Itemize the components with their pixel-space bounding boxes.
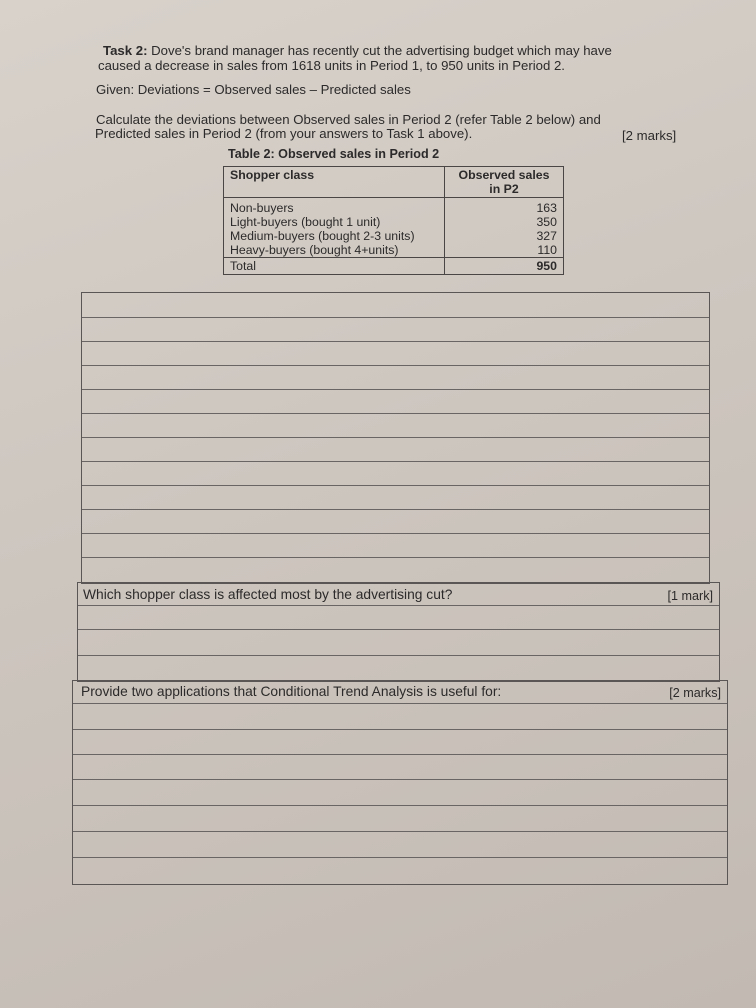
- calculate-instruction-line2: Predicted sales in Period 2 (from your answers to Task 1 above).: [95, 126, 473, 141]
- calculate-marks: [2 marks]: [622, 128, 677, 143]
- answer-line: [78, 605, 719, 606]
- table-row: [224, 243, 564, 258]
- task-statement-line1: [103, 43, 612, 58]
- task-statement-line2: caused a decrease in sales from 1618 units in Period 1, to 950 units in Period 2.: [98, 58, 565, 73]
- question1-text: Which shopper class is affected most by the advertising cut?: [83, 587, 453, 602]
- table-header-row: [224, 167, 564, 198]
- task-text-line1: Dove's brand manager has recently cut the advertising budget which may have: [147, 43, 612, 58]
- answer-line: [78, 629, 719, 630]
- answer-line: [82, 437, 709, 438]
- answer-line: [73, 779, 727, 780]
- table-row: [224, 198, 564, 216]
- question1-marks: [1 mark]: [667, 589, 713, 603]
- row-label: Non-buyers: [224, 198, 445, 216]
- question2-box[interactable]: [72, 680, 728, 885]
- answer-line: [82, 485, 709, 486]
- header-observed-sales-line1: Observed sales: [458, 168, 550, 182]
- task-label: Task 2:: [103, 43, 148, 58]
- question2-text: Provide two applications that Conditional Trend Analysis is useful for:: [81, 684, 502, 699]
- answer-line: [73, 805, 727, 806]
- row-value: 350: [445, 215, 564, 229]
- answer-line: [82, 365, 709, 366]
- calculate-instruction-line1: Calculate the deviations between Observed sales in Period 2 (refer Table 2 below) and: [96, 112, 601, 127]
- table-row: [224, 229, 564, 243]
- answer-line: [82, 413, 709, 414]
- total-label: Total: [224, 258, 445, 275]
- total-value: 950: [445, 258, 564, 275]
- row-label: Light-buyers (bought 1 unit): [224, 215, 445, 229]
- row-label: Medium-buyers (bought 2-3 units): [224, 229, 445, 243]
- answer-line: [82, 557, 709, 558]
- header-observed-sales: [445, 167, 564, 198]
- answer-line: [73, 703, 727, 704]
- table-total-row: [224, 258, 564, 275]
- answer-line: [73, 857, 727, 858]
- header-shopper-class: Shopper class: [224, 167, 445, 198]
- answer-line: [73, 831, 727, 832]
- question2-marks: [2 marks]: [669, 686, 721, 700]
- answer-line: [73, 754, 727, 755]
- answer-line: [82, 341, 709, 342]
- answer-line: [82, 389, 709, 390]
- row-label: Heavy-buyers (bought 4+units): [224, 243, 445, 258]
- question1-box[interactable]: [77, 582, 720, 682]
- row-value: 110: [445, 243, 564, 258]
- header-observed-sales-line2: in P2: [489, 182, 519, 196]
- answer-line: [82, 461, 709, 462]
- deviation-answer-box[interactable]: [81, 292, 710, 584]
- answer-line: [78, 655, 719, 656]
- table-row: [224, 215, 564, 229]
- answer-line: [73, 729, 727, 730]
- answer-line: [82, 317, 709, 318]
- row-value: 163: [445, 198, 564, 216]
- answer-line: [82, 509, 709, 510]
- answer-line: [82, 533, 709, 534]
- row-value: 327: [445, 229, 564, 243]
- given-formula: Given: Deviations = Observed sales – Predicted sales: [96, 82, 411, 97]
- observed-sales-table: [223, 166, 564, 275]
- table-caption: Table 2: Observed sales in Period 2: [228, 147, 440, 161]
